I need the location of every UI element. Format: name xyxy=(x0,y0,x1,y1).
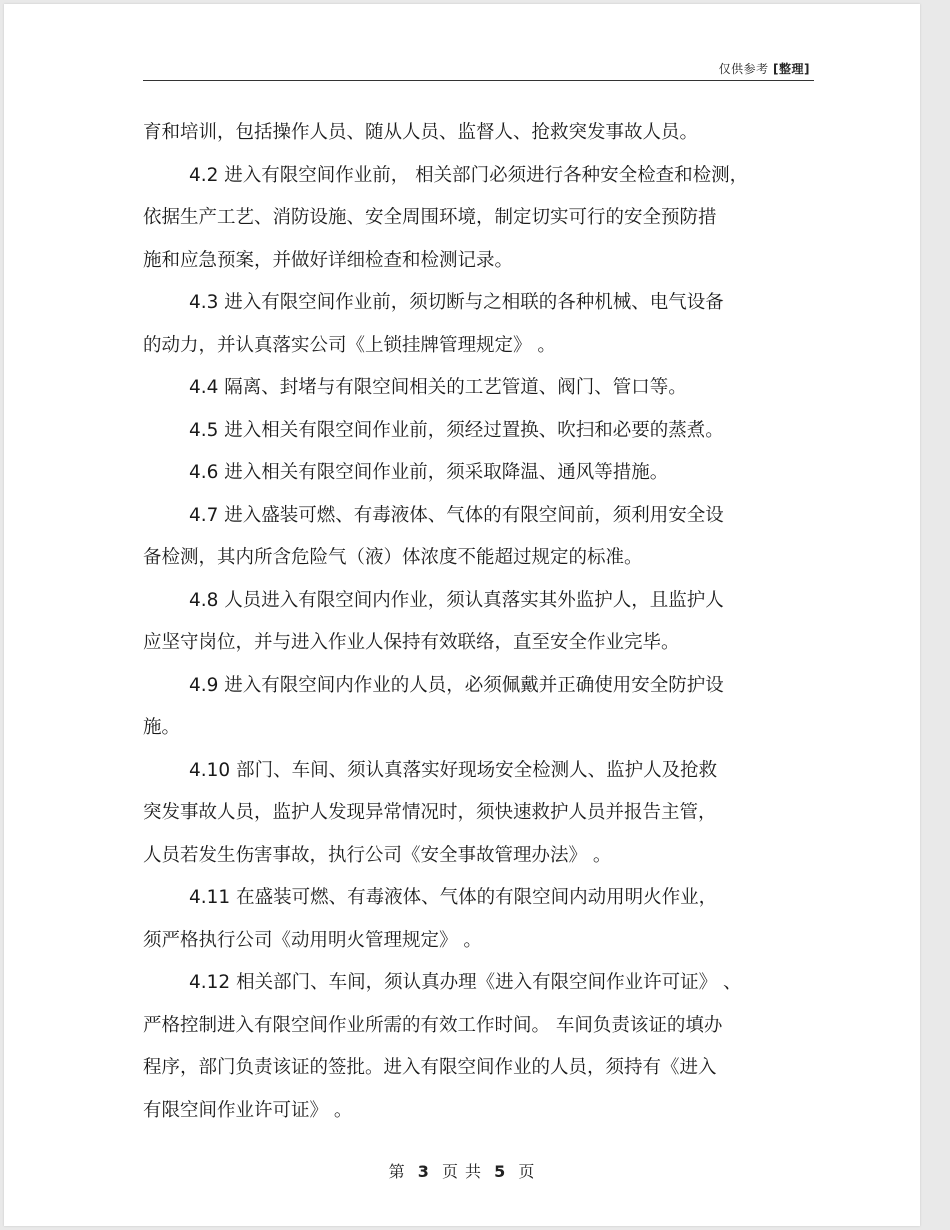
footer-prefix: 第 xyxy=(388,1162,406,1181)
text-line: 4.8 人员进入有限空间内作业，须认真落实其外监护人，且监护人 xyxy=(189,589,724,611)
text-line: 4.6 进入相关有限空间作业前，须采取降温、通风等措施。 xyxy=(189,462,669,483)
header-note-text: 仅供参考 xyxy=(718,62,769,76)
text-line: 育和培训，包括操作人员、随从人员、监督人、抢救突发事故人员。 xyxy=(143,122,699,143)
text-line: 4.3 进入有限空间作业前，须切断与之相联的各种机械、电气设备 xyxy=(189,292,724,313)
text-line: 突发事故人员，监护人发现异常情况时，须快速救护人员并报告主管， xyxy=(143,802,717,823)
text-line: 须严格执行公司《动用明火管理规定》 。 xyxy=(143,929,482,951)
header-note xyxy=(719,60,810,77)
text-line: 4.11 在盛装可燃、有毒液体、气体的有限空间内动用明火作业， xyxy=(189,887,718,908)
text-line: 严格控制进入有限空间作业所需的有效工作时间。 车间负责该证的填办 xyxy=(143,1014,723,1036)
text-line: 4.2 进入有限空间作业前， 相关部门必须进行各种安全检查和检测， xyxy=(189,164,749,186)
page-footer xyxy=(4,1159,920,1182)
text-line: 4.12 相关部门、车间，须认真办理《进入有限空间作业许可证》 、 xyxy=(189,972,742,993)
current-page-number: 3 xyxy=(417,1162,430,1181)
text-line: 依据生产工艺、消防设施、安全周围环境，制定切实可行的安全预防措 xyxy=(143,207,717,228)
text-line: 备检测，其内所含危险气（液）体浓度不能超过规定的标准。 xyxy=(143,547,643,568)
text-line: 4.4 隔离、封堵与有限空间相关的工艺管道、阀门、管口等。 xyxy=(189,377,687,398)
text-line: 施。 xyxy=(143,717,181,738)
body-text xyxy=(143,112,815,1132)
footer-mid: 页 共 xyxy=(441,1162,483,1181)
text-line: 应坚守岗位，并与进入作业人保持有效联络，直至安全作业完毕。 xyxy=(143,632,680,653)
text-line: 4.5 进入相关有限空间作业前，须经过置换、吹扫和必要的蒸煮。 xyxy=(189,419,724,441)
text-line: 有限空间作业许可证》 。 xyxy=(143,1099,353,1121)
document-page xyxy=(4,4,920,1226)
text-line: 施和应急预案，并做好详细检查和检测记录。 xyxy=(143,249,514,271)
text-line: 4.7 进入盛装可燃、有毒液体、气体的有限空间前，须利用安全设 xyxy=(189,504,724,526)
header-divider xyxy=(143,80,814,81)
total-page-number: 5 xyxy=(494,1162,507,1181)
header-tag: [整理] xyxy=(773,62,810,76)
text-line: 4.10 部门、车间、须认真落实好现场安全检测人、监护人及抢救 xyxy=(189,759,718,781)
text-line: 程序，部门负责该证的签批。进入有限空间作业的人员，须持有《进入 xyxy=(143,1057,717,1078)
text-line: 的动力，并认真落实公司《上锁挂牌管理规定》 。 xyxy=(143,334,556,356)
text-line: 人员若发生伤害事故，执行公司《安全事故管理办法》 。 xyxy=(143,844,612,866)
footer-suffix: 页 xyxy=(518,1162,536,1181)
text-line: 4.9 进入有限空间内作业的人员，必须佩戴并正确使用安全防护设 xyxy=(189,674,724,696)
